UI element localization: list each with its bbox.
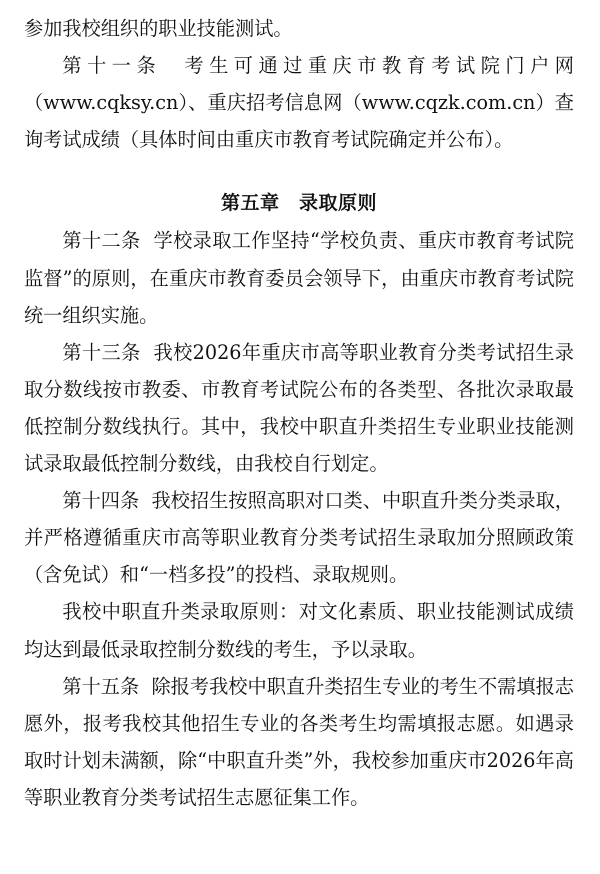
paragraph-article-15: 第十五条 除报考我校中职直升类招生专业的考生不需填报志愿外，报考我校其他招生专业的各类考生均需填报志愿。如遇录取时计划未满额，除“中职直升类”外，我校参加重庆市2026年高等职业教育分类考试招生志愿征集工作。 — [24, 674, 574, 809]
paragraph-article-12: 第十二条 学校录取工作坚持“学校负责、重庆市教育考试院监督”的原则，在重庆市教育委员会领导下，由重庆市教育考试院统一组织实施。 — [24, 229, 574, 327]
paragraph-continuation: 参加我校组织的职业技能测试。 — [24, 17, 293, 40]
paragraph-article-14: 第十四条 我校招生按照高职对口类、中职直升类分类录取，并严格遵循重庆市高等职业教育分类考试招生录取加分照顾政策（含免试）和“一档多投”的投档、录取规则。 — [24, 489, 574, 587]
section-spacer — [24, 158, 574, 185]
chapter-number: 第五章 — [220, 192, 280, 215]
paragraph-article-14-principle: 我校中职直升类录取原则：对文化素质、职业技能测试成绩均达到最低录取控制分数线的考生，予以录取。 — [24, 600, 574, 661]
paragraph-article-11: 第十一条 考生可通过重庆市教育考试院门户网（www.cqksy.cn）、重庆招考信息网（www.cqzk.com.cn）查询考试成绩（具体时间由重庆市教育考试院确定并公布）。 — [24, 54, 574, 152]
chapter-heading — [24, 185, 574, 222]
paragraph-article-13: 第十三条 我校2026年重庆市高等职业教育分类考试招生录取分数线按市教委、市教育考试院公布的各类型、各批次录取最低控制分数线执行。其中，我校中职直升类招生专业职业技能测试录取最低控制分数线，由我校自行划定。 — [24, 340, 574, 476]
chapter-title: 录取原则 — [299, 192, 378, 215]
